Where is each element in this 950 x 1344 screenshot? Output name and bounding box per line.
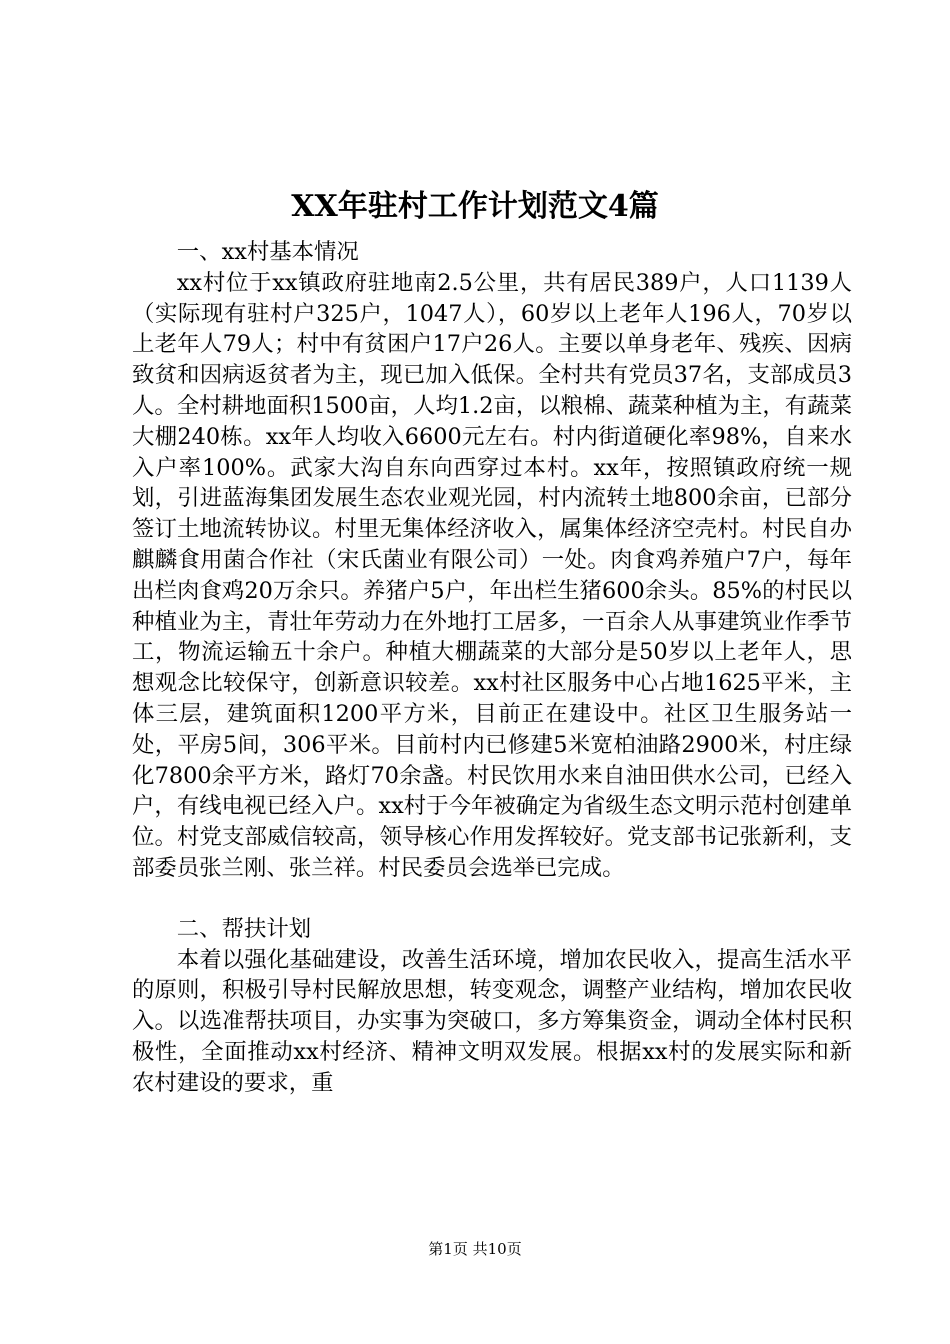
section-paragraph-basic-info: xx村位于xx镇政府驻地南2.5公里，共有居民389户，人口1139人（实际现有驻村户325户，1047人），60岁以上老年人196人，70岁以上老年人79人；村中有贫困户17户26人。主要以单身老年、残疾、因病致贫和因病返贫者为主，现已加入低保。全村共有党员37名，支部成员3人。全村耕地面积1500亩，人均1.2亩，以粮棉、蔬菜种植为主，有蔬菜大棚240栋。xx年人均收入6600元左右。村内街道硬化率98%，自来水入户率100%。武家大沟自东向西穿过本村。xx年，按照镇政府统一规划，引进蓝海集团发展生态农业观光园，村内流转土地800余亩，已部分签订土地流转协议。村里无集体经济收入，属集体经济空壳村。村民自办麒麟食用菌合作社（宋氏菌业有限公司）一处。肉食鸡养殖户7户，每年出栏肉食鸡20万余只。养猪户5户，年出栏生猪600余头。85%的村民以种植业为主，青壮年劳动力在外地打工居多，一百余人从事建筑业作季节工，物流运输五十余户。种植大棚蔬菜的大部分是50岁以上老年人，思想观念比较保守，创新意识较差。xx村社区服务中心占地1625平米，主体三层，建筑面积1200平方米，目前正在建设中。社区卫生服务站一处，平房5间，306平米。目前村内已修建5米宽柏油路2900米，村庄绿化7800余平方米，路灯70余盏。村民饮用水来自油田供水公司，已经入户，有线电视已经入户。xx村于今年被确定为省级生态文明示范村创建单位。村党支部威信较高，领导核心作用发挥较好。党支部书记张新利，支部委员张兰刚、张兰祥。村民委员会选举已完成。 bbox=[132, 269, 852, 881]
page-number-footer: 第1页 共10页 bbox=[428, 1240, 522, 1258]
section-spacer bbox=[132, 884, 852, 914]
section-heading-basic-info: 一、xx村基本情况 bbox=[176, 239, 359, 265]
section-paragraph-assistance-plan: 本着以强化基础建设，改善生活环境，增加农民收入，提高生活水平的原则，积极引导村民解放思想，转变观念，调整产业结构，增加农民收入。以选准帮扶项目，办实事为突破口，多方筹集资金，调动全体村民积极性，全面推动xx村经济、精神文明双发展。根据xx村的发展实际和新农村建设的要求，重 bbox=[132, 946, 852, 1096]
document-body bbox=[132, 237, 852, 1099]
section-heading-assistance-plan: 二、帮扶计划 bbox=[176, 915, 312, 942]
page-title: XX年驻村工作计划范文4篇 bbox=[291, 189, 659, 224]
